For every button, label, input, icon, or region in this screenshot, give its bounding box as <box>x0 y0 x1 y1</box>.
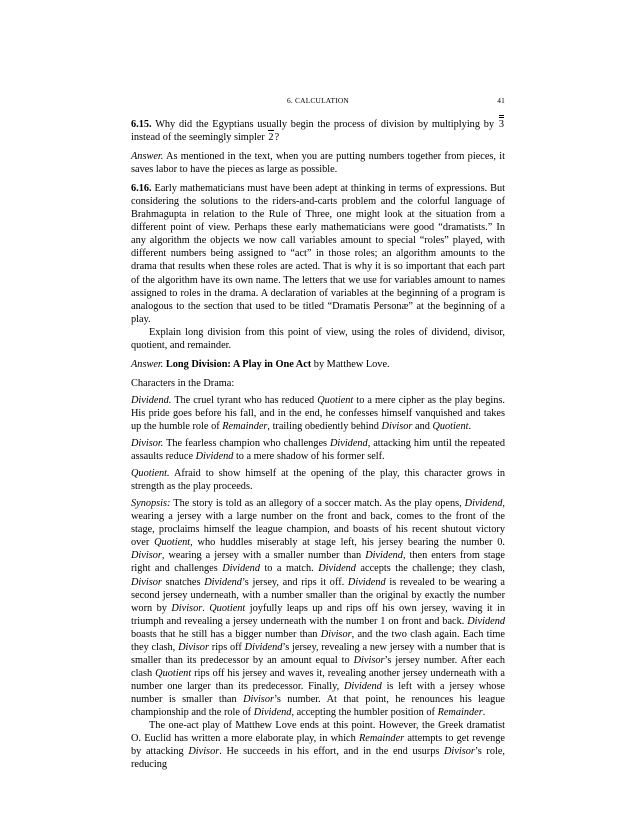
fraction-one-half: 2 <box>268 132 274 144</box>
answer-6-15: Answer. As mentioned in the text, when you are putting numbers together from pieces, it saves labor to have the pieces as large as possible. <box>131 151 505 176</box>
exercise-number: 6.15. <box>131 119 152 130</box>
exercise-number: 6.16. <box>131 183 152 195</box>
synopsis: Synopsis: The story is told as an allegory of a soccer match. As the play opens, Dividend, wearing a jersey with a large number on the front and back, comes to the front of the stage, proclaims himself the league champion, and boasts of his recent shutout victory over Quotient, who huddles miserably at stage left, his jersey bearing the number 0. Divisor, wearing a jersey with a smaller number than Dividend, then enters from stage right and challenges Dividend to a match. Dividend accepts the challenge; they clash, Divisor snatches Dividend’s jersey, and rips it off. Dividend is revealed to be wearing a second jersey underneath, with a number smaller than the original by exactly the number worn by Divisor. Quotient joyfully leaps up and rips off his own jersey, waving it in triumph and revealing a jersey underneath with the number 1 on front and back. Dividend boasts that he still has a bigger number than Divisor, and the two clash again. Each time they clash, Divisor rips off Dividend’s jersey, revealing a new jersey with a number that is smaller than its predecessor by an amount equal to Divisor’s jersey number. After each clash Quotient rips off his jersey and waves it, revealing another jersey underneath with a number one larger than its predecessor. Finally, Dividend is left with a jersey whose number is smaller than Divisor’s number. At that point, he renounces his league championship and the role of Dividend, accepting the humbler position of Remainder. <box>131 498 506 718</box>
character-divisor: Divisor. The fearless champion who challenges Dividend, attacking him until the repeated assaults reduce Dividend to a mere shadow of his former self. <box>131 438 505 463</box>
closing-paragraph: The one-act play of Matthew Love ends at this point. However, the Greek dramatist O. Euclid has written a more elaborate play, in which Remainder attempts to get revenge by attacking Divisor. He succeeds in his effort, and in the end usurps Divisor’s role, reducing <box>131 720 506 771</box>
exercise-6-16-task: Explain long division from this point of view, using the roles of dividend, divisor, quotient, and remainder. <box>131 326 505 351</box>
running-head-title: 6. CALCULATION <box>287 96 349 105</box>
character-quotient: Quotient. Afraid to show himself at the opening of the play, this character grows in strength as the play proceeds. <box>131 468 505 493</box>
answer-6-16: Answer. Long Division: A Play in One Act by Matthew Love. <box>131 358 390 370</box>
answer-label: Answer. <box>131 151 164 163</box>
running-head <box>131 96 505 108</box>
exercise-6-15: 6.15. Why did the Egyptians usually begin the process of division by multiplying by 3 instead of the seemingly simpler 2? <box>131 119 504 144</box>
play-title: Long Division: A Play in One Act <box>165 358 312 370</box>
page-body <box>131 118 505 771</box>
characters-heading: Characters in the Drama: <box>131 377 235 389</box>
page-number: 41 <box>497 96 505 105</box>
character-dividend: Dividend. The cruel tyrant who has reduced Quotient to a mere cipher as the play begins. His pride goes before his fall, and in the end, he confesses himself vanquished and takes up the humble role of Remainder, trailing obediently behind Divisor and Quotient. <box>131 394 506 432</box>
fraction-two-thirds: 3 <box>498 119 504 130</box>
exercise-6-16: 6.16. Early mathematicians must have been adept at thinking in terms of expressions. But considering the solutions to the riders-and-carts problem and the colorful language of Brahmagupta in relation to the Rule of Three, one might look at the situation from a different point of view. Perhaps these early mathematicians were good “dramatists.” In any algorithm the objects we now call variables amount to special “roles” played, with different numbers being assigned to “act” in those roles; an algorithm amounts to the drama that results when these roles are acted. That is why it is so important that each part of the algorithm have its own name. The letters that we use for variables amount to names assigned to roles in the drama. A declaration of variables at the beginning of a program is analogous to the section that used to be titled “Dramatis Personæ” at the beginning of a play. <box>131 183 505 325</box>
answer-label: Answer. <box>131 358 164 370</box>
